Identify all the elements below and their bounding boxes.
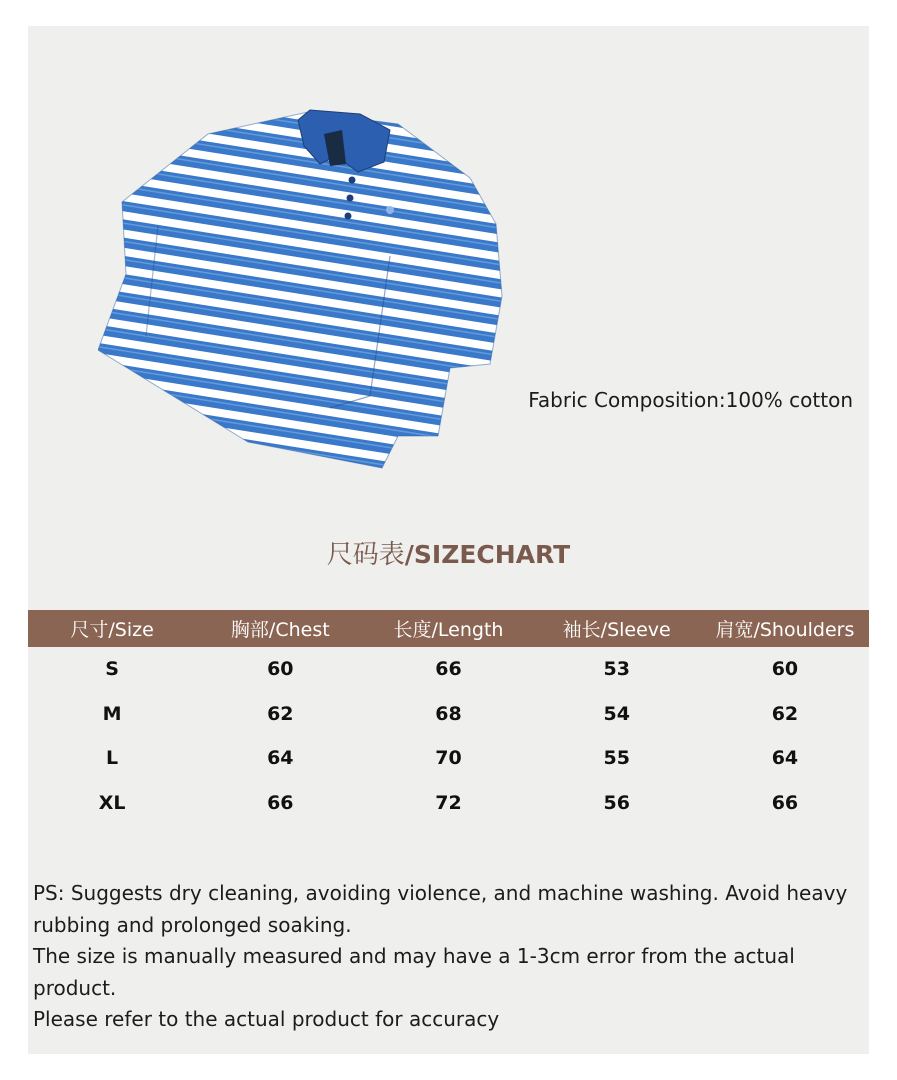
- size-chart-title-en: /SIZECHART: [404, 540, 571, 569]
- cell-length: 66: [435, 658, 462, 681]
- size-chart-title: [28, 534, 869, 571]
- cell-shoulders: 62: [771, 702, 799, 725]
- table-header: [28, 610, 869, 647]
- cell-sleeve: 56: [603, 791, 630, 814]
- cell-shoulders: 66: [771, 791, 799, 814]
- cell-sleeve: 54: [603, 702, 630, 725]
- cell-chest: 60: [267, 658, 294, 681]
- cell-shoulders: 64: [771, 747, 799, 770]
- cell-length: 70: [435, 747, 462, 770]
- care-notes: [33, 878, 863, 1036]
- cell-size: XL: [98, 791, 126, 814]
- size-chart-title-cn: 尺码表: [326, 540, 405, 570]
- cell-length: 72: [435, 791, 462, 814]
- cell-sleeve: 53: [603, 658, 630, 681]
- cell-size: L: [106, 747, 119, 770]
- header-sleeve: 袖长/Sleeve: [562, 619, 671, 641]
- table-row: [28, 736, 869, 781]
- note-accuracy: Please refer to the actual product for accuracy: [33, 1007, 500, 1031]
- product-panel: [28, 26, 869, 1054]
- cell-chest: 66: [267, 791, 294, 814]
- cell-size: M: [102, 702, 122, 725]
- table-row: [28, 692, 869, 737]
- cell-sleeve: 55: [603, 747, 630, 770]
- cell-chest: 64: [267, 747, 294, 770]
- note-care: PS: Suggests dry cleaning, avoiding violence, and machine washing. Avoid heavy rubbing and prolonged soaking.: [33, 881, 848, 937]
- shirt-image: [98, 106, 508, 476]
- table-row: [28, 647, 869, 692]
- cell-size: S: [105, 658, 119, 681]
- header-chest: 胸部/Chest: [230, 619, 330, 641]
- fabric-composition: Fabric Composition:100% cotton: [528, 388, 853, 412]
- table-row: [28, 781, 869, 826]
- cell-chest: 62: [267, 702, 294, 725]
- header-size: 尺寸/Size: [70, 619, 154, 641]
- header-shoulders: 肩宽/Shoulders: [715, 619, 855, 641]
- shirt-illustration: [98, 106, 508, 476]
- cell-shoulders: 60: [771, 658, 799, 681]
- size-chart-table: [28, 610, 869, 825]
- cell-length: 68: [435, 702, 462, 725]
- note-measurement: The size is manually measured and may have a 1-3cm error from the actual product.: [33, 944, 795, 1000]
- header-length: 长度/Length: [393, 619, 504, 641]
